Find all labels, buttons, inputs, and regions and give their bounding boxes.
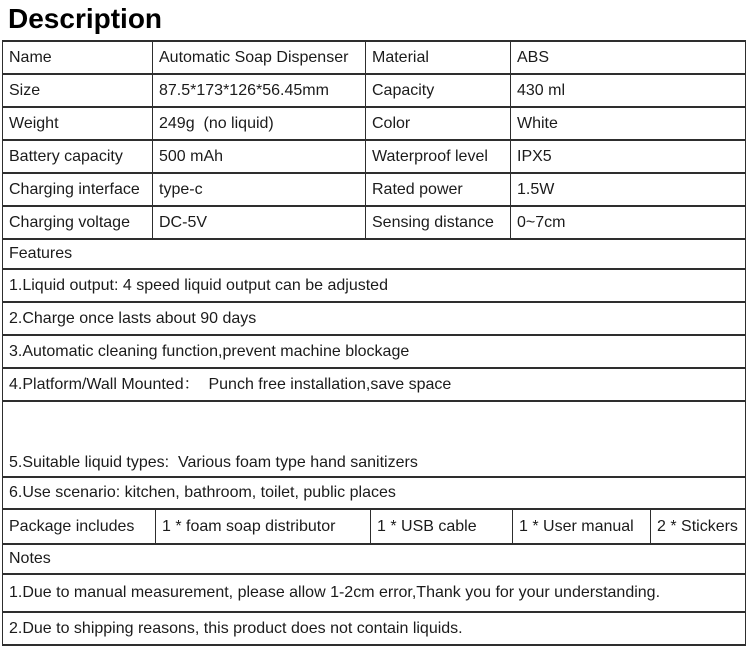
feature-text-group [3, 402, 745, 476]
spec-value: 430 ml [517, 81, 566, 99]
page-title: Description [8, 3, 163, 34]
feature-row [3, 303, 745, 336]
table-row-name-material [3, 42, 745, 75]
spec-label: Sensing distance [366, 207, 511, 238]
spec-value: 1.5W [517, 180, 555, 198]
note-text: 2.Due to shipping reasons, this product does not contain liquids. [9, 619, 463, 637]
table-row-interface-power [3, 174, 745, 207]
spec-value: 249g (no liquid) [153, 108, 366, 139]
spec-label: Waterproof level [366, 141, 511, 172]
spec-label: Charging voltage [3, 207, 153, 238]
features-header-row [3, 240, 745, 270]
package-item: 1 * foam soap distributor [156, 510, 371, 543]
spec-label: Name [3, 42, 153, 73]
spec-value: 500 mAh [153, 141, 366, 172]
feature-row [3, 336, 745, 369]
spec-value: type-c [153, 174, 366, 205]
spec-value: IPX5 [517, 147, 552, 165]
spec-label: Battery capacity [3, 141, 153, 172]
spec-label: Color [366, 108, 511, 139]
table-row-battery-waterproof [3, 141, 745, 174]
spec-value: DC-5V [153, 207, 366, 238]
table-row-weight-color [3, 108, 745, 141]
feature-text: 4.Platform/Wall Mounted： Punch free installation,save space [9, 375, 452, 393]
package-includes-row [3, 510, 745, 545]
spec-label: Weight [3, 108, 153, 139]
package-item: 2 * Stickers [657, 517, 738, 535]
section-header: Features [9, 245, 73, 262]
feature-text: 1.Liquid output: 4 speed liquid output can be adjusted [9, 276, 388, 294]
note-row [3, 613, 745, 646]
table-row-size-capacity [3, 75, 745, 108]
spec-value: 0~7cm [517, 213, 566, 231]
section-header: Notes [9, 550, 51, 567]
table-row-voltage-sensing [3, 207, 745, 240]
spec-label: Rated power [366, 174, 511, 205]
package-label: Package includes [3, 510, 156, 543]
spec-value: White [517, 114, 558, 132]
spec-label: Capacity [366, 75, 511, 106]
spec-label: Size [3, 75, 153, 106]
feature-text: 5.Suitable liquid types: Various foam type hand sanitizers [9, 454, 418, 471]
feature-text: 2.Charge once lasts about 90 days [9, 309, 257, 327]
feature-text: 3.Automatic cleaning function,prevent machine blockage [9, 342, 410, 360]
notes-header-row [3, 545, 745, 575]
spec-value: ABS [517, 48, 550, 66]
package-item: 1 * USB cable [371, 510, 513, 543]
product-spec-table [2, 40, 746, 646]
feature-row [3, 270, 745, 303]
feature-row [3, 402, 745, 478]
feature-row [3, 369, 745, 402]
note-text: 1.Due to manual measurement, please allow 1-2cm error,Thank you for your understanding. [9, 584, 661, 601]
note-row [3, 575, 745, 613]
package-item: 1 * User manual [513, 510, 651, 543]
spec-value: 87.5*173*126*56.45mm [153, 75, 366, 106]
spec-label: Material [366, 42, 511, 73]
feature-text: 6.Use scenario: kitchen, bathroom, toilet, public places [9, 484, 396, 501]
spec-label: Charging interface [3, 174, 153, 205]
feature-row [3, 478, 745, 510]
spec-value: Automatic Soap Dispenser [153, 42, 366, 73]
